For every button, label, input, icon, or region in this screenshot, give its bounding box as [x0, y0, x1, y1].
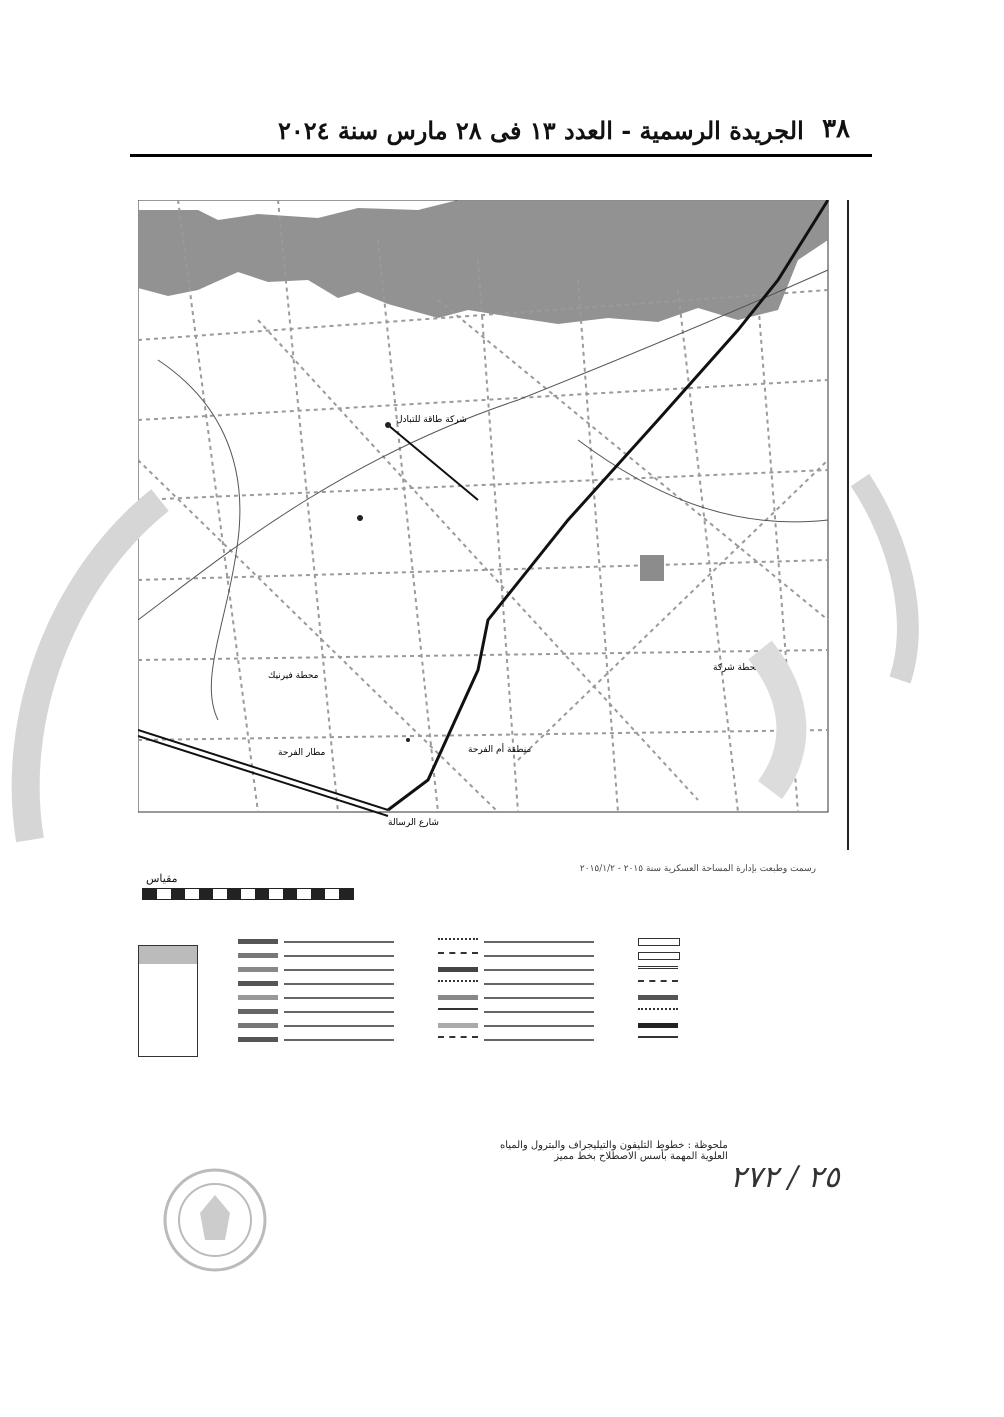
handwritten-number: ٢٥ / ٢٧٢: [730, 1160, 840, 1195]
source-note: رسمت وطبعت بإدارة المساحة العسكرية سنة ٢٠١٥ - ٢٠١٥/١/٢: [579, 864, 816, 874]
page-number: ٣٨: [822, 114, 850, 144]
legend-note: [500, 1140, 728, 1162]
label-south: مطار الفرحة: [278, 748, 326, 758]
legend-note-line-2: العلوية المهمة بأسس الاصطلاح بخط مميز: [554, 1151, 728, 1162]
page-header: [130, 110, 872, 158]
scale-bar: [142, 888, 354, 900]
legend-note-line-1: ملحوظة : خطوط التليفون والتيليجراف والبترول والمياه: [500, 1140, 728, 1151]
label-station: محطة شركة: [713, 663, 761, 673]
header-rule: [130, 154, 872, 157]
legend-col-2: [438, 935, 608, 1047]
parcel: [640, 555, 664, 581]
legend-col-3: [638, 935, 738, 1047]
gazette-title: الجريدة الرسمية - العدد ١٣ فى ٢٨ مارس سنة ٢٠٢٤: [278, 116, 804, 145]
scale-label: مقياس: [146, 872, 178, 885]
label-oasis: منطقة أم الفرحة: [468, 745, 532, 755]
official-seal: [160, 1165, 270, 1275]
legend-table: [138, 945, 198, 1057]
legend-col-1: [238, 935, 408, 1047]
map-figure: [138, 200, 854, 855]
label-plant: محطة فيرنيك: [268, 671, 319, 681]
label-road: شارع الرسالة: [388, 818, 439, 828]
label-factory: شركة طاقة للتبادل: [396, 415, 467, 425]
map-drawing: [138, 200, 854, 855]
map-legend: [138, 935, 738, 1125]
